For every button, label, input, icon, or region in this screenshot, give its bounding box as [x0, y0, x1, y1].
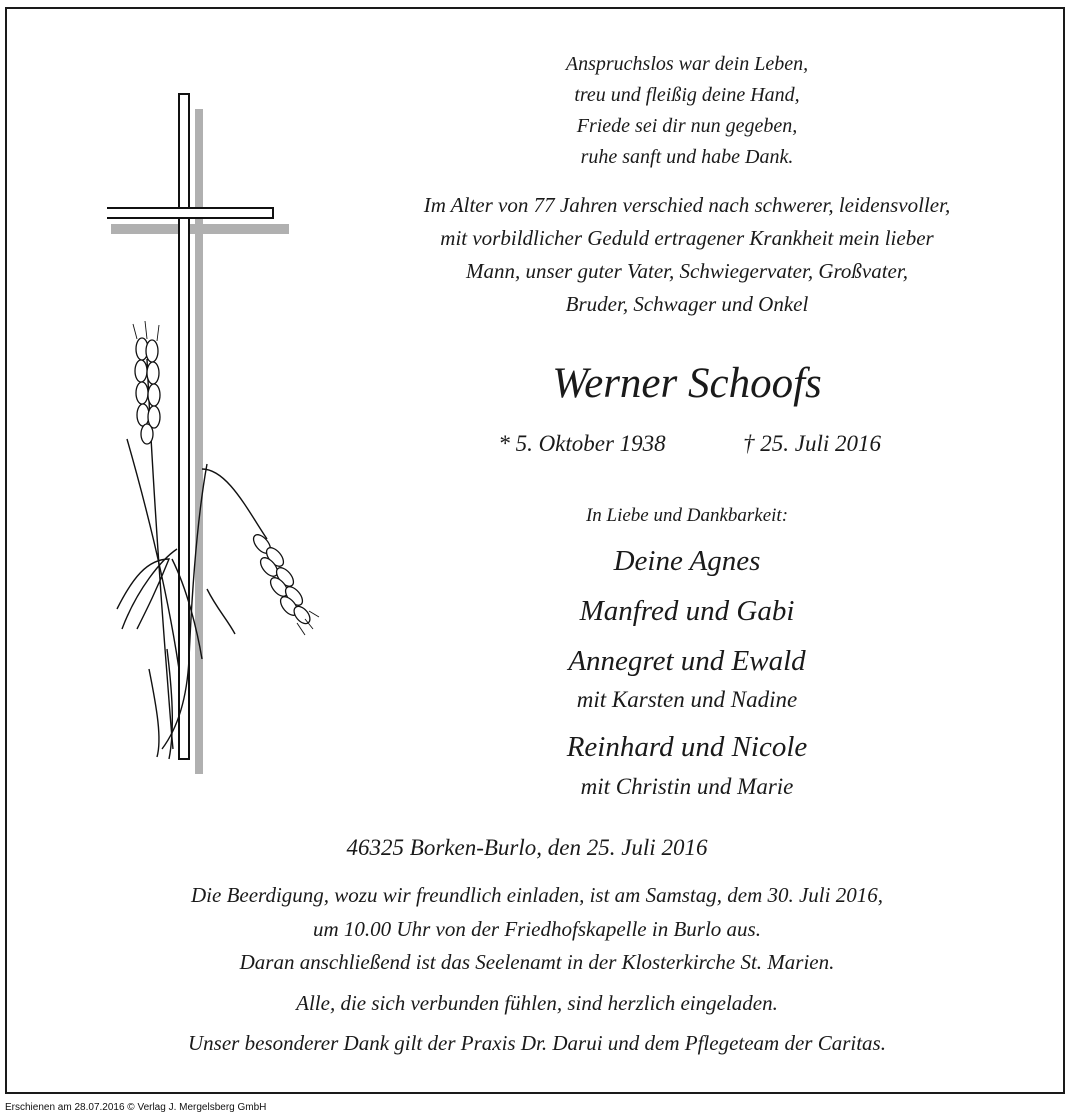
poem-line: treu und fleißig deine Hand, [574, 84, 800, 106]
mourner-secondary: mit Karsten und Nadine [576, 687, 798, 712]
mourners-heading: In Liebe und Dankbarkeit: [585, 505, 789, 526]
intro-text [377, 189, 997, 321]
obituary-notice [5, 7, 1065, 1094]
birth-date: * 5. Oktober 1938 [498, 431, 666, 456]
invitation: Alle, die sich verbunden fühlen, sind herzlich eingeladen. [296, 991, 778, 1015]
death-date: † 25. Juli 2016 [743, 431, 881, 456]
mourner-primary: Annegret und Ewald [568, 645, 806, 677]
mourner-primary: Manfred und Gabi [579, 595, 795, 627]
intro-line: Im Alter von 77 Jahren verschied nach schwerer, leidensvoller, [423, 193, 951, 217]
mourner-primary: Reinhard und Nicole [566, 731, 808, 763]
poem-line: Anspruchslos war dein Leben, [565, 53, 809, 75]
poem [487, 49, 887, 173]
mourner-primary: Deine Agnes [613, 545, 761, 577]
poem-line: Friede sei dir nun gegeben, [576, 115, 798, 137]
intro-line: mit vorbildlicher Geduld ertragener Krankheit mein lieber [440, 226, 934, 250]
poem-line: ruhe sanft und habe Dank. [580, 146, 794, 168]
funeral-line: Die Beerdigung, wozu wir freundlich einladen, ist am Samstag, dem 30. Juli 2016, [191, 883, 883, 907]
intro-line: Bruder, Schwager und Onkel [565, 292, 809, 316]
deceased-name: Werner Schoofs [552, 360, 822, 407]
cross-with-wheat-icon [107, 89, 347, 789]
intro-line: Mann, unser guter Vater, Schwiegervater, Großvater, [466, 259, 908, 283]
mourner-secondary: mit Christin und Marie [580, 774, 794, 799]
publication-footer: Erschienen am 28.07.2016 © Verlag J. Mergelsberg GmbH [5, 1102, 267, 1113]
thanks: Unser besonderer Dank gilt der Praxis Dr. Darui und dem Pflegeteam der Caritas. [188, 1031, 886, 1055]
funeral-line: Daran anschließend ist das Seelenamt in der Klosterkirche St. Marien. [239, 950, 835, 974]
place-date: 46325 Borken-Burlo, den 25. Juli 2016 [346, 835, 708, 860]
funeral-line: um 10.00 Uhr von der Friedhofskapelle in Burlo aus. [313, 917, 761, 941]
